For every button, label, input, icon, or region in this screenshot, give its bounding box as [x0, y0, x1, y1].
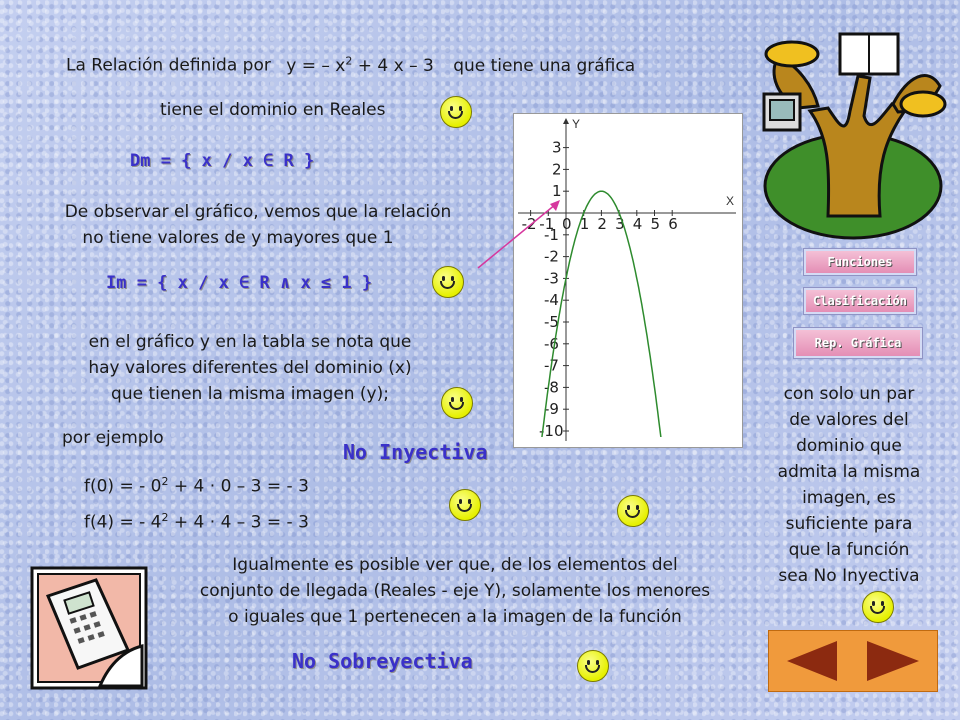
no-inyectiva-label: No Inyectiva: [343, 440, 488, 464]
right-note-line: de valores del: [789, 410, 909, 430]
formula-exponent: 2: [345, 54, 353, 67]
example-eq-2: [84, 505, 309, 536]
x-tick-label: 4: [632, 215, 643, 233]
y-tick-label: -10: [539, 422, 564, 440]
table-note-line-2: hay valores diferentes del dominio (x): [88, 358, 412, 378]
forward-button[interactable]: [865, 639, 925, 683]
y-tick-label: 1: [552, 182, 562, 201]
y-axis-arrow-icon: [563, 118, 569, 124]
smiley-icon: [449, 489, 481, 521]
table-note-line-1: en el gráfico y en la tabla se nota que: [88, 332, 412, 352]
bottom-note-line-2: conjunto de llegada (Reales - eje Y), solamente los menores: [199, 581, 711, 601]
arrow-controls: [769, 631, 937, 691]
eq1-rhs: + 4 · 0 – 3 = - 3: [168, 476, 309, 497]
y-tick-label: -1: [544, 225, 559, 244]
y-tick-label: -2: [544, 247, 559, 266]
y-tick-label: -9: [544, 400, 559, 419]
x-tick-label: 2: [597, 215, 607, 233]
domain-line: tiene el dominio en Reales: [160, 100, 386, 120]
pointer-arrow-icon: [470, 190, 570, 280]
formula: [286, 56, 434, 76]
table-note-line-3: que tienen la misma imagen (y);: [111, 384, 389, 404]
calculator-hand-icon: [30, 566, 148, 690]
x-axis-label: X: [726, 194, 735, 208]
x-tick-label: 1: [579, 215, 590, 233]
bottom-note-line-1: Igualmente es posible ver que, de los elementos del: [232, 555, 678, 575]
formula-main: y = – x: [286, 55, 346, 76]
y-tick-label: -4: [544, 291, 559, 310]
right-note: [766, 381, 932, 589]
right-note-line: dominio que: [796, 436, 902, 456]
bottom-note-line-3: o iguales que 1 pertenecen a la imagen de la función: [228, 607, 682, 627]
knowledge-tree-icon: [758, 16, 948, 244]
back-button[interactable]: [781, 639, 841, 683]
statement-suffix: que tiene una gráfica: [453, 55, 636, 76]
right-note-line: suficiente para: [785, 514, 913, 534]
y-tick-label: -6: [544, 334, 559, 353]
example-label: por ejemplo: [62, 428, 164, 448]
x-tick-label: 0: [562, 215, 572, 233]
formula-rest: + 4 x – 3: [352, 55, 434, 76]
parabola-graph: [513, 113, 743, 448]
x-tick-label: 3: [615, 215, 625, 233]
right-note-line: admita la misma: [777, 462, 921, 482]
eq2-rhs: + 4 · 4 – 3 = - 3: [168, 512, 309, 533]
x-tick-label: -2: [521, 215, 537, 233]
eq1-lhs: f(0) = - 0: [84, 476, 162, 497]
nav-clasificacion-button[interactable]: Clasificación: [804, 288, 916, 314]
right-note-line: con solo un par: [783, 384, 915, 404]
eq1-exponent: 2: [161, 475, 169, 488]
right-note-line: que la función: [788, 540, 910, 560]
x-tick-label: -1: [539, 215, 555, 233]
nav-rep-grafica-button[interactable]: Rep. Gráfica: [794, 328, 922, 358]
y-tick-label: 3: [552, 138, 562, 157]
smiley-icon: [432, 266, 464, 298]
right-note-line: imagen, es: [802, 488, 896, 508]
parabola-plot: [514, 114, 742, 447]
eq2-lhs: f(4) = - 4: [84, 512, 162, 533]
nav-funciones-button[interactable]: Funciones: [804, 249, 916, 275]
x-tick-label: 6: [668, 215, 678, 233]
y-axis-label: Y: [572, 117, 581, 131]
observe-line-2: no tiene valores de y mayores que 1: [82, 228, 394, 248]
example-eq-1: [84, 469, 309, 500]
domain-set: Dm = { x / x ∈ R }: [130, 151, 315, 171]
relation-statement: [66, 48, 635, 79]
smiley-icon: [617, 495, 649, 527]
y-tick-label: 2: [552, 160, 562, 179]
eq2-exponent: 2: [161, 511, 169, 524]
x-tick-label: 5: [650, 215, 661, 233]
y-tick-label: -7: [544, 356, 559, 375]
smiley-icon: [862, 591, 894, 623]
smiley-icon: [441, 387, 473, 419]
y-tick-label: -5: [544, 313, 559, 331]
smiley-icon: [577, 650, 609, 682]
right-note-line: sea No Inyectiva: [778, 566, 920, 586]
observe-line-1: De observar el gráfico, vemos que la relación: [64, 202, 452, 222]
statement-prefix: La Relación definida por: [66, 55, 271, 76]
no-sobreyectiva-label: No Sobreyectiva: [292, 649, 473, 673]
image-set: Im = { x / x ∈ R ∧ x ≤ 1 }: [106, 273, 373, 293]
navigation-arrows: [768, 630, 938, 692]
smiley-icon: [440, 96, 472, 128]
y-tick-label: -3: [544, 269, 559, 288]
y-tick-label: -8: [544, 378, 559, 397]
